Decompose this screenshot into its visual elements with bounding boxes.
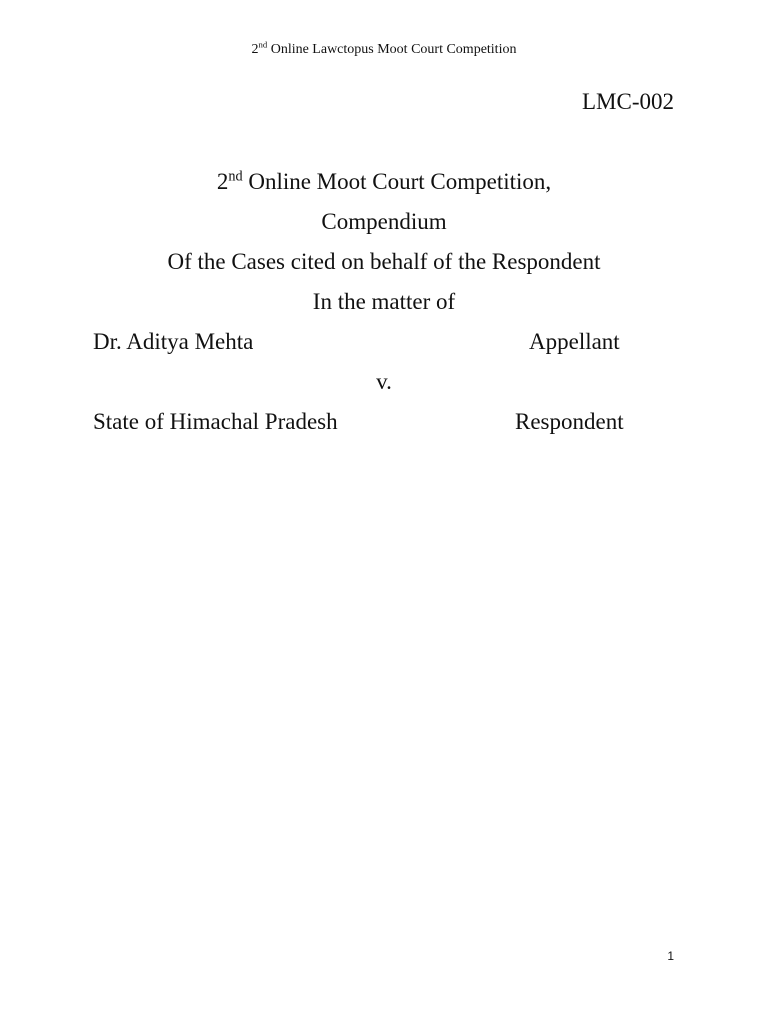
appellant-role: Appellant: [529, 329, 620, 354]
header-ordinal: 2: [251, 42, 259, 57]
respondent-name: State of Himachal Pradesh: [93, 409, 338, 434]
title-line-2: Compendium: [321, 209, 447, 234]
title-line-4: In the matter of: [312, 289, 456, 314]
versus-label: v.: [376, 369, 392, 394]
document-code: LMC-002: [582, 89, 674, 114]
page-header: [0, 41, 768, 59]
respondent-role: Respondent: [515, 409, 624, 434]
title-ordinal: 2: [216, 169, 229, 194]
title-line-3: Of the Cases cited on behalf of the Respondent: [167, 249, 601, 274]
title-line-1: [0, 168, 768, 196]
title-line-1-text: Online Moot Court Competition,: [242, 169, 552, 194]
page-number: 1: [667, 949, 674, 963]
header-ordinal-suffix: nd: [258, 39, 268, 50]
title-ordinal-suffix: nd: [228, 168, 243, 185]
appellant-name: Dr. Aditya Mehta: [93, 329, 254, 354]
header-text: Online Lawctopus Moot Court Competition: [267, 42, 517, 57]
